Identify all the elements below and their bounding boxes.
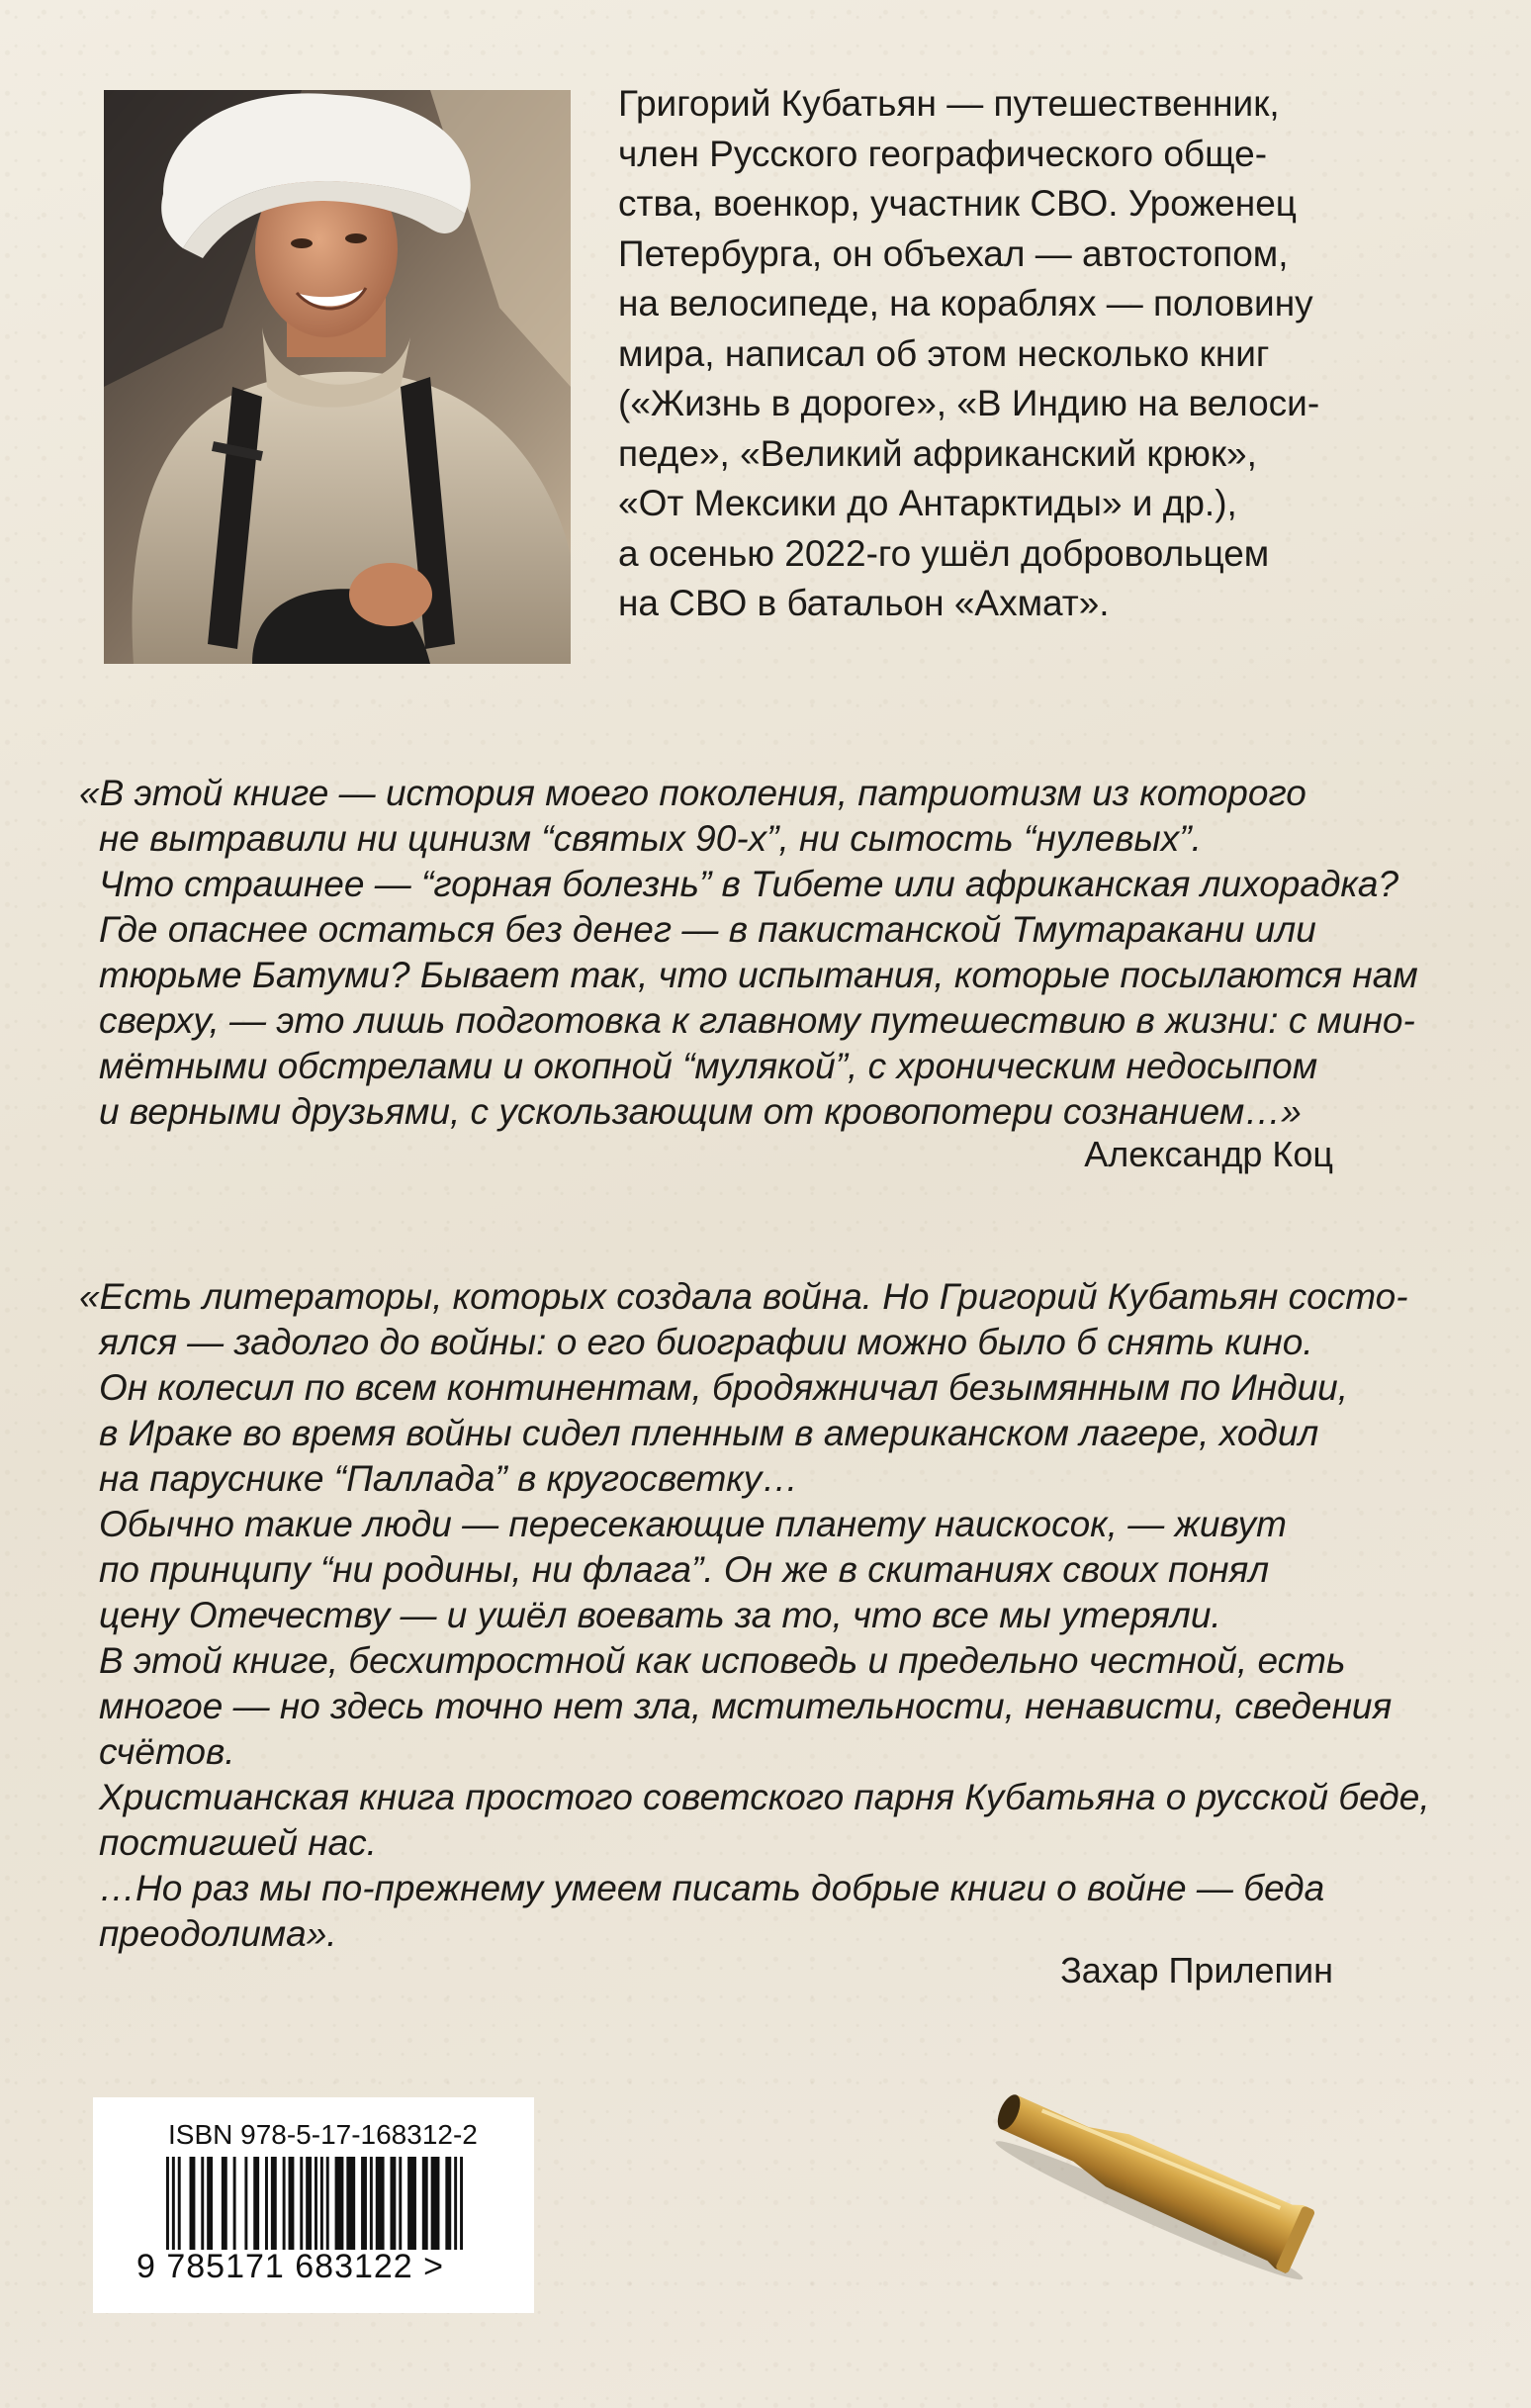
author-bio [618,79,1320,629]
quote-line: «Есть литераторы, которых создала война. Но Григорий Кубатьян состо- [79,1276,1408,1317]
bio-line: а осенью 2022-го ушёл добровольцем [618,532,1270,574]
quote-line: Христианская книга простого советского парня Кубатьяна о русской беде, [99,1777,1430,1817]
bio-line: педе», «Великий африканский крюк», [618,432,1257,474]
barcode-digits: 9 785171 683122 > [136,2248,445,2285]
quote-line: по принципу “ни родины, ни флага”. Он же в скитаниях своих понял [99,1549,1270,1590]
bio-line: мира, написал об этом несколько книг [618,332,1270,374]
bio-line: член Русского географического обще- [618,133,1268,174]
bio-line: Петербурга, он объехал — автостопом, [618,232,1289,274]
bio-line: ства, военкор, участник СВО. Уроженец [618,183,1297,224]
bio-line: на СВО в батальон «Ахмат». [618,583,1110,623]
quote-kots [79,771,1418,1135]
barcode-icon [166,2157,463,2250]
quote-author-kots: Александр Коц [1084,1134,1333,1174]
quote-line: мётными обстрелами и окопной “мулякой”, с хроническим недосыпом [99,1046,1318,1086]
quote-line: постигшей нас. [99,1822,377,1863]
bio-line: на велосипеде, на кораблях — половину [618,283,1313,324]
quote-line: Где опаснее остаться без денег — в пакистанской Тмутаракани или [99,909,1316,950]
portrait-photo [104,90,571,664]
quote-line: …Но раз мы по-прежнему умеем писать добрые книги о войне — беда [99,1868,1325,1908]
quote-line: и верными друзьями, с ускользающим от кровопотери сознанием…» [99,1091,1302,1132]
quote-line: преодолима». [99,1913,337,1954]
quote-line: в Ираке во время войны сидел пленным в американском лагере, ходил [99,1413,1319,1453]
quote-line: Обычно такие люди — пересекающие планету наискосок, — живут [99,1504,1287,1544]
isbn-barcode [93,2097,534,2313]
quote-line: цену Отечеству — и ушёл воевать за то, что все мы утеряли. [99,1595,1221,1635]
quote-line: «В этой книге — история моего поколения, патриотизм из которого [79,773,1306,813]
bio-line: Григорий Кубатьян — путешественник, [618,83,1280,124]
quote-line: счётов. [99,1731,235,1772]
quote-line: ялся — задолго до войны: о его биографии можно было б снять кино. [99,1322,1313,1362]
quote-line: Он колесил по всем континентам, бродяжничал безымянным по Индии, [99,1367,1349,1408]
quote-prilepin [79,1274,1430,1957]
quote-line: на паруснике “Паллада” в кругосветку… [99,1458,799,1499]
quote-line: многое — но здесь точно нет зла, мстительности, ненависти, сведения [99,1686,1393,1726]
quote-line: не вытравили ни цинизм “святых 90-х”, ни сытость “нулевых”. [99,818,1202,859]
author-photo [104,90,571,664]
quote-author-prilepin: Захар Прилепин [1060,1950,1333,1991]
quote-line: Что страшнее — “горная болезнь” в Тибете или африканская лихорадка? [99,864,1399,904]
quote-line: сверху, — это лишь подготовка к главному путешествию в жизни: с мино- [99,1000,1415,1041]
bullet-casing-icon [964,2063,1360,2300]
quote-line: тюрьме Батуми? Бывает так, что испытания, которые посылаются нам [99,955,1418,995]
bio-line: «От Мексики до Антарктиды» и др.), [618,483,1237,523]
bio-line: («Жизнь в дороге», «В Индию на велоси- [618,383,1320,423]
isbn-label: ISBN 978-5-17-168312-2 [168,2119,478,2150]
quote-line: В этой книге, бесхитростной как исповедь и предельно честной, есть [99,1640,1346,1681]
